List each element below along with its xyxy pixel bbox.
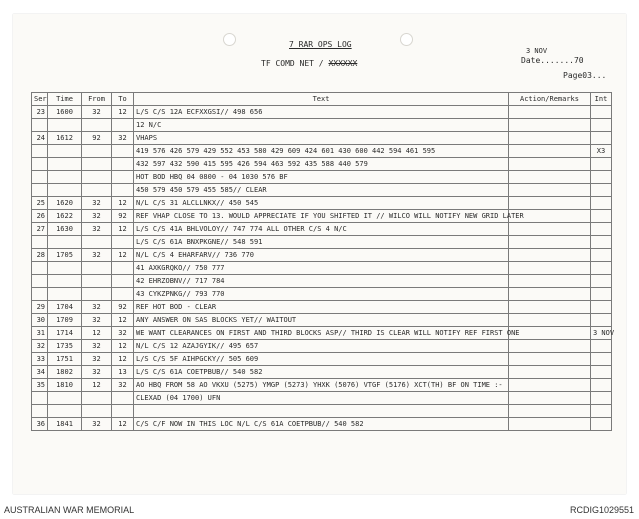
cell-text: 432 597 432 590 415 595 426 594 463 592 435 588 440 579	[134, 158, 509, 171]
table-row	[32, 249, 612, 262]
page-number: Page03...	[563, 71, 607, 80]
cell-text: AO HBQ FROM 58 AO VKXU (5275) YMGP (5273) YHXK (5076) VTGF (5176) XCT(TH) BF ON TIME :-	[134, 379, 509, 392]
cell-int	[591, 171, 612, 184]
cell-from	[82, 288, 112, 301]
cell-action	[509, 158, 591, 171]
col-header-to: To	[112, 93, 134, 106]
cell-time	[48, 119, 82, 132]
cell-ser: 27	[32, 223, 48, 236]
cell-text: 42 EHRZOBNV// 717 784	[134, 275, 509, 288]
cell-to: 92	[112, 210, 134, 223]
cell-action	[509, 327, 591, 340]
cell-int	[591, 249, 612, 262]
cell-to: 32	[112, 132, 134, 145]
table-row	[32, 288, 612, 301]
cell-to: 12	[112, 340, 134, 353]
cell-int	[591, 236, 612, 249]
cell-text: N/L C/S 12 AZAJGYIK// 495 657	[134, 340, 509, 353]
net-subtitle-struck: XXXXXX	[328, 59, 358, 68]
cell-action	[509, 197, 591, 210]
cell-time: 1620	[48, 197, 82, 210]
cell-text: 41 AXKGRQKO// 750 777	[134, 262, 509, 275]
punch-hole-left	[223, 33, 236, 46]
cell-int	[591, 418, 612, 431]
cell-action	[509, 184, 591, 197]
col-header-ser: Ser	[32, 93, 48, 106]
cell-to: 13	[112, 366, 134, 379]
col-header-int: Int	[591, 93, 612, 106]
cell-ser	[32, 119, 48, 132]
cell-time: 1751	[48, 353, 82, 366]
col-header-time: Time	[48, 93, 82, 106]
cell-to: 12	[112, 223, 134, 236]
cell-from: 32	[82, 418, 112, 431]
cell-int	[591, 210, 612, 223]
net-subtitle-prefix: TF COMD NET /	[261, 59, 329, 68]
cell-action	[509, 301, 591, 314]
cell-text: ANY ANSWER ON SAS BLOCKS YET// WAITOUT	[134, 314, 509, 327]
table-row	[32, 223, 612, 236]
cell-time	[48, 275, 82, 288]
cell-from	[82, 158, 112, 171]
ops-log-table	[31, 92, 615, 431]
cell-text: L/S C/S 41A BHLVOLOY// 747 774 ALL OTHER C/S 4 N/C	[134, 223, 509, 236]
cell-ser: 23	[32, 106, 48, 119]
cell-to	[112, 184, 134, 197]
cell-from: 32	[82, 366, 112, 379]
cell-text: VHAPS	[134, 132, 509, 145]
cell-text: WE WANT CLEARANCES ON FIRST AND THIRD BLOCKS ASP// THIRD IS CLEAR WILL NOTIFY REF FIRST ONE	[134, 327, 509, 340]
cell-from: 32	[82, 301, 112, 314]
cell-ser: 36	[32, 418, 48, 431]
table-row	[32, 327, 612, 340]
table-row	[32, 262, 612, 275]
cell-action	[509, 418, 591, 431]
table-row	[32, 366, 612, 379]
cell-to: 32	[112, 379, 134, 392]
cell-time: 1630	[48, 223, 82, 236]
cell-ser	[32, 288, 48, 301]
cell-action	[509, 249, 591, 262]
cell-int: X3	[591, 145, 612, 158]
table-row	[32, 314, 612, 327]
cell-to: 32	[112, 327, 134, 340]
table-header-row	[32, 93, 612, 106]
cell-from	[82, 392, 112, 405]
cell-from: 12	[82, 327, 112, 340]
table-row	[32, 418, 612, 431]
cell-int	[591, 184, 612, 197]
cell-action	[509, 262, 591, 275]
table-row	[32, 210, 612, 223]
cell-action	[509, 379, 591, 392]
cell-from: 32	[82, 249, 112, 262]
table-row	[32, 275, 612, 288]
table-row	[32, 236, 612, 249]
cell-to	[112, 119, 134, 132]
cell-text: N/L C/S 4 EHARFARV// 736 770	[134, 249, 509, 262]
table-row	[32, 119, 612, 132]
cell-action	[509, 340, 591, 353]
cell-time: 1705	[48, 249, 82, 262]
table-row	[32, 301, 612, 314]
cell-time: 1704	[48, 301, 82, 314]
cell-int	[591, 262, 612, 275]
cell-time: 1810	[48, 379, 82, 392]
cell-action	[509, 132, 591, 145]
cell-from	[82, 275, 112, 288]
cell-to: 12	[112, 314, 134, 327]
cell-time: 1612	[48, 132, 82, 145]
cell-from: 32	[82, 314, 112, 327]
cell-to	[112, 236, 134, 249]
cell-int	[591, 366, 612, 379]
cell-from: 12	[82, 379, 112, 392]
cell-text: 43 CYKZPNKG// 793 770	[134, 288, 509, 301]
cell-int	[591, 288, 612, 301]
cell-action	[509, 366, 591, 379]
cell-time	[48, 184, 82, 197]
cell-to	[112, 145, 134, 158]
cell-text: L/S C/S 61A COETPBUB// 540 582	[134, 366, 509, 379]
footer-archive-id: RCDIG1029551	[569, 505, 634, 515]
cell-to	[112, 262, 134, 275]
cell-int	[591, 301, 612, 314]
cell-int	[591, 119, 612, 132]
date-value: 3 NOV	[526, 47, 548, 55]
footer-archive-name: AUSTRALIAN WAR MEMORIAL	[4, 505, 135, 515]
cell-action	[509, 275, 591, 288]
cell-time: 1735	[48, 340, 82, 353]
cell-time: 1709	[48, 314, 82, 327]
cell-int	[591, 197, 612, 210]
cell-to: 12	[112, 418, 134, 431]
cell-int	[591, 275, 612, 288]
table-row	[32, 379, 612, 392]
cell-action	[509, 145, 591, 158]
cell-from: 32	[82, 106, 112, 119]
cell-time	[48, 288, 82, 301]
table-row	[32, 392, 612, 405]
cell-ser: 25	[32, 197, 48, 210]
cell-action	[509, 314, 591, 327]
cell-action	[509, 106, 591, 119]
cell-time	[48, 236, 82, 249]
cell-text: REF HOT BOD - CLEAR	[134, 301, 509, 314]
cell-from	[82, 145, 112, 158]
cell-from: 32	[82, 197, 112, 210]
cell-text: N/L C/S 31 ALCLLNKX// 450 545	[134, 197, 509, 210]
date-label: Date.......70	[521, 56, 584, 65]
cell-action	[509, 119, 591, 132]
cell-to: 12	[112, 249, 134, 262]
cell-int	[591, 132, 612, 145]
cell-time: 1622	[48, 210, 82, 223]
cell-action	[509, 236, 591, 249]
cell-ser	[32, 171, 48, 184]
cell-to	[112, 392, 134, 405]
cell-ser: 33	[32, 353, 48, 366]
cell-from: 32	[82, 210, 112, 223]
table-row	[32, 106, 612, 119]
cell-time	[48, 158, 82, 171]
cell-time	[48, 171, 82, 184]
col-header-text: Text	[134, 93, 509, 106]
cell-from	[82, 236, 112, 249]
cell-text: 12 N/C	[134, 119, 509, 132]
table-row	[32, 132, 612, 145]
cell-int	[591, 314, 612, 327]
table-row	[32, 171, 612, 184]
cell-to: 92	[112, 301, 134, 314]
cell-int	[591, 106, 612, 119]
cell-int	[591, 223, 612, 236]
cell-int	[591, 158, 612, 171]
cell-time	[48, 405, 82, 418]
cell-from	[82, 405, 112, 418]
log-entries	[32, 106, 615, 431]
col-header-action: Action/Remarks	[509, 93, 591, 106]
cell-text: 419 576 426 579 429 552 453 580 429 609 424 601 430 600 442 594 461 595	[134, 145, 509, 158]
punch-hole-right	[400, 33, 413, 46]
cell-int: 3 NOV	[591, 327, 612, 340]
cell-text: C/S C/F NOW IN THIS LOC N/L C/S 61A COETPBUB// 540 582	[134, 418, 509, 431]
cell-action	[509, 405, 591, 418]
cell-ser: 31	[32, 327, 48, 340]
cell-text: HOT BOD HBQ 04 0800 - 04 1030 576 BF	[134, 171, 509, 184]
cell-ser	[32, 275, 48, 288]
cell-text: REF VHAP CLOSE TO 13. WOULD APPRECIATE IF YOU SHIFTED IT // WILCO WILL NOTIFY NEW GRID LATER	[134, 210, 509, 223]
cell-to	[112, 171, 134, 184]
cell-text: CLEXAD (04 1700) UFN	[134, 392, 509, 405]
cell-ser	[32, 184, 48, 197]
cell-from: 32	[82, 223, 112, 236]
cell-ser: 30	[32, 314, 48, 327]
cell-to	[112, 158, 134, 171]
cell-from: 32	[82, 353, 112, 366]
table-row	[32, 158, 612, 171]
cell-ser: 24	[32, 132, 48, 145]
cell-text: L/S C/S 61A BNXPKGNE// 548 591	[134, 236, 509, 249]
cell-text	[134, 405, 509, 418]
cell-to	[112, 405, 134, 418]
cell-ser	[32, 392, 48, 405]
cell-action	[509, 171, 591, 184]
cell-from	[82, 262, 112, 275]
net-subtitle	[261, 59, 357, 68]
cell-action	[509, 353, 591, 366]
cell-ser: 34	[32, 366, 48, 379]
cell-ser: 32	[32, 340, 48, 353]
cell-ser	[32, 405, 48, 418]
cell-int	[591, 379, 612, 392]
cell-from	[82, 171, 112, 184]
cell-from	[82, 119, 112, 132]
table-row	[32, 405, 612, 418]
cell-time: 1600	[48, 106, 82, 119]
cell-to	[112, 288, 134, 301]
cell-to	[112, 275, 134, 288]
cell-text: L/S C/S 5F AIHPGCKY// 505 609	[134, 353, 509, 366]
cell-action	[509, 223, 591, 236]
cell-ser: 26	[32, 210, 48, 223]
cell-from: 32	[82, 340, 112, 353]
cell-to: 12	[112, 197, 134, 210]
cell-text: L/S C/S 12A ECFXXGSI// 498 656	[134, 106, 509, 119]
cell-time: 1841	[48, 418, 82, 431]
cell-time: 1714	[48, 327, 82, 340]
cell-time	[48, 262, 82, 275]
cell-action	[509, 392, 591, 405]
log-title: 7 RAR OPS LOG	[289, 40, 352, 49]
cell-from	[82, 184, 112, 197]
cell-text: 450 579 450 579 455 585// CLEAR	[134, 184, 509, 197]
cell-ser	[32, 262, 48, 275]
cell-time	[48, 145, 82, 158]
cell-time	[48, 392, 82, 405]
cell-to: 12	[112, 353, 134, 366]
cell-int	[591, 392, 612, 405]
cell-ser	[32, 236, 48, 249]
cell-ser: 28	[32, 249, 48, 262]
cell-to: 12	[112, 106, 134, 119]
cell-from: 92	[82, 132, 112, 145]
cell-time: 1802	[48, 366, 82, 379]
cell-int	[591, 353, 612, 366]
col-header-from: From	[82, 93, 112, 106]
cell-ser: 35	[32, 379, 48, 392]
table-row	[32, 353, 612, 366]
cell-int	[591, 405, 612, 418]
cell-ser	[32, 158, 48, 171]
cell-ser: 29	[32, 301, 48, 314]
cell-int	[591, 340, 612, 353]
table-row	[32, 197, 612, 210]
cell-ser	[32, 145, 48, 158]
cell-action	[509, 288, 591, 301]
table-row	[32, 145, 612, 158]
table-row	[32, 340, 612, 353]
table-row	[32, 184, 612, 197]
